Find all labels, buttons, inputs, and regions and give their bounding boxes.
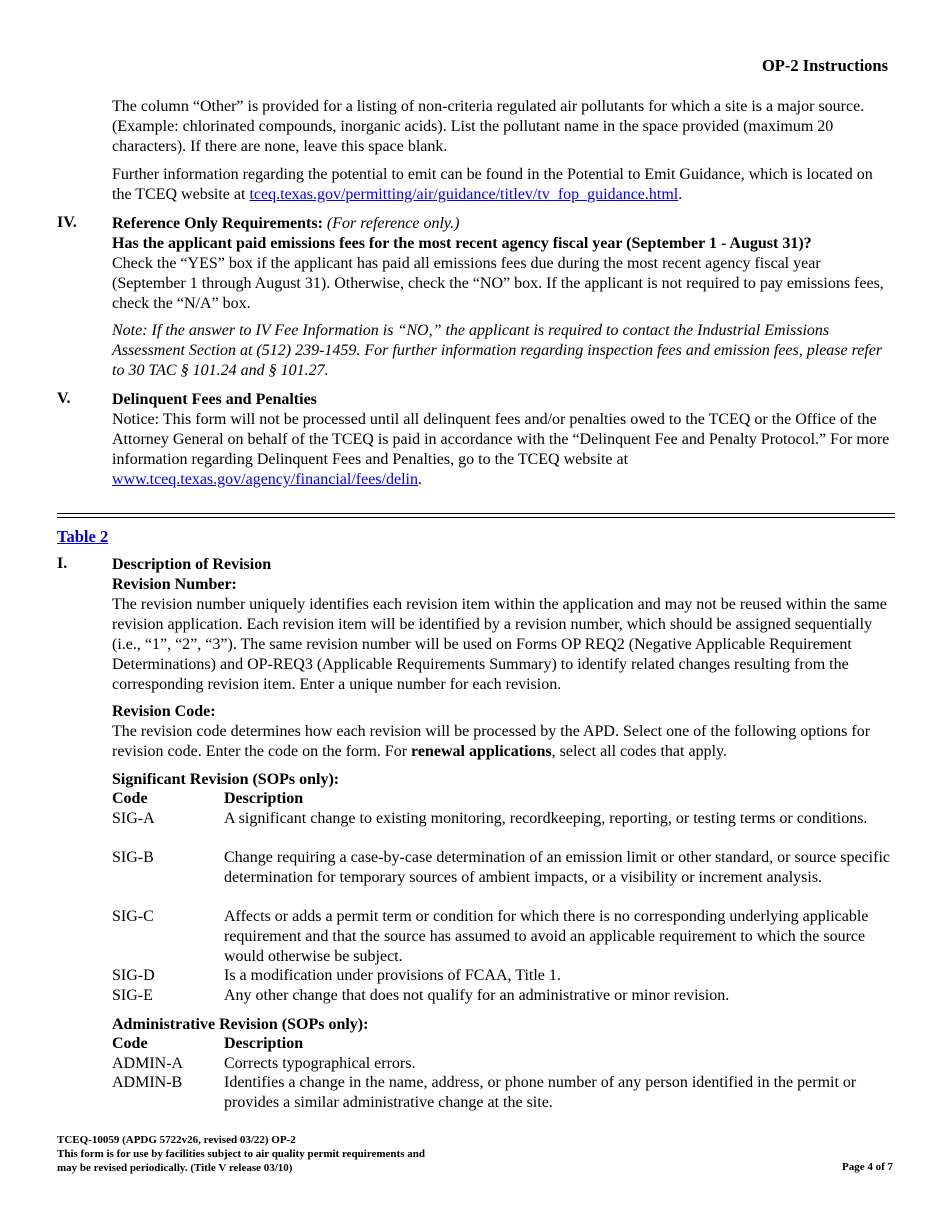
delinquent-fees-link[interactable]: www.tceq.texas.gov/agency/financial/fees/delin: [112, 471, 418, 488]
section-iv-title: Reference Only Requirements:: [112, 215, 323, 232]
page-number: Page 4 of 7: [841, 1161, 893, 1173]
section-v-body-end: .: [417, 471, 422, 488]
sig-d-description: Is a modification under provisions of FCAA, Title 1.: [224, 967, 561, 984]
revision-code-body-a: The revision code determines how each revision will be processed by the APD. Select one of the following options for revision code. Enter the code on the form. For: [112, 723, 871, 760]
admin-col-description: Description: [224, 1035, 304, 1052]
admin-b-description: Identifies a change in the name, address, or phone number of any person identified in the permit or provides a similar administrative change at the site.: [224, 1074, 857, 1111]
sig-b-code: SIG-B: [112, 849, 154, 866]
section-iv-note: Note: If the answer to IV Fee Information is “NO,” the applicant is required to contact the Industrial Emissions Assessment Section at (512) 239-1459. For further information regarding inspection fees and emission fees, please refer to 30 TAC § 101.24 and § 101.27.: [112, 322, 883, 379]
table2-section-i: [112, 555, 895, 695]
description-of-revision-title: Description of Revision: [112, 556, 272, 573]
sig-e-description: Any other change that does not qualify for an administrative or minor revision.: [224, 987, 730, 1004]
sig-e-code: SIG-E: [112, 987, 153, 1004]
table2-section-i-number: I.: [57, 555, 68, 572]
significant-col-description: Description: [224, 790, 304, 807]
revision-number-heading: Revision Number:: [112, 576, 237, 593]
revision-code-body: [112, 722, 895, 762]
section-iv-title-note: (For reference only.): [322, 215, 460, 232]
sig-c-code: SIG-C: [112, 908, 154, 925]
footer-note-line1: This form is for use by facilities subject to air quality permit requirements and: [57, 1148, 425, 1160]
other-column-paragraph: [112, 97, 895, 157]
page-header-title: OP-2 Instructions: [761, 56, 888, 75]
ptoe-text: [112, 165, 895, 205]
divider-top-line: [57, 513, 895, 514]
section-iv-number: IV.: [57, 214, 77, 231]
revision-code-heading: Revision Code:: [112, 703, 216, 720]
administrative-revision-heading: Administrative Revision (SOPs only):: [112, 1016, 369, 1033]
page-footer: [57, 1133, 425, 1175]
sig-b-description: Change requiring a case-by-case determination of an emission limit or other standard, or source specific determination for temporary sources of ambient impacts, or a visibility or increment analysis.: [224, 849, 890, 886]
section-iv-body: Check the “YES” box if the applicant has paid all emissions fees due during the most recent agency fiscal year (September 1 through August 31). Otherwise, check the “NO” box. If the applicant is not required to pay emissions fees, check the “N/A” box.: [112, 255, 884, 312]
significant-col-code: Code: [112, 790, 148, 807]
divider-bottom-line: [57, 517, 895, 518]
table-2-link[interactable]: Table 2: [57, 527, 109, 546]
section-v-body: [112, 410, 895, 490]
section-iv-question: Has the applicant paid emissions fees for the most recent agency fiscal year (September 1 - August 31)?: [112, 235, 812, 252]
ptoe-text-body: Further information regarding the potential to emit can be found in the Potential to Emit Guidance, which is located on the TCEQ website at: [112, 166, 873, 203]
admin-a-code: ADMIN-A: [112, 1055, 184, 1072]
admin-b-code: ADMIN-B: [112, 1074, 183, 1091]
section-iv: [112, 214, 895, 314]
sig-a-code: SIG-A: [112, 810, 155, 827]
significant-revision-heading: Significant Revision (SOPs only):: [112, 771, 340, 788]
ptoe-guidance-link[interactable]: tceq.texas.gov/permitting/air/guidance/titlev/tv_fop_guidance.html: [249, 186, 679, 203]
sig-d-code: SIG-D: [112, 967, 155, 984]
sig-a-description: A significant change to existing monitoring, recordkeeping, reporting, or testing terms or conditions.: [224, 810, 868, 827]
footer-form-id: TCEQ-10059 (APDG 5722v26, revised 03/22) OP-2: [57, 1134, 296, 1146]
revision-code-body-b: , select all codes that apply.: [551, 743, 727, 760]
revision-code-block: [112, 702, 895, 762]
ptoe-paragraph: [112, 165, 895, 205]
section-iv-heading: [112, 214, 895, 234]
other-column-text: The column “Other” is provided for a listing of non-criteria regulated air pollutants for which a site is a major source. (Example: chlorinated compounds, inorganic acids). List the pollutant name in the space provided (maximum 20 characters). If there are none, leave this space blank.: [112, 98, 865, 155]
ptoe-text-end: .: [678, 186, 683, 203]
section-v-number: V.: [57, 390, 71, 407]
footer-note-line2: may be revised periodically. (Title V release 03/10): [57, 1162, 293, 1174]
admin-a-description: Corrects typographical errors.: [224, 1055, 416, 1072]
admin-col-code: Code: [112, 1035, 148, 1052]
revision-number-body: The revision number uniquely identifies each revision item within the application and may not be reused within the same revision application. Each revision item will be identified by a revision number, which should be assigned sequentially (i.e., “1”, “2”, “3”). The same revision number will be used on Forms OP REQ2 (Negative Applicable Requirement Determinations) and OP-REQ3 (Applicable Requirements Summary) to identify related changes resulting from the corresponding revision item. Enter a unique number for each revision.: [112, 596, 887, 693]
section-v-title: Delinquent Fees and Penalties: [112, 391, 317, 408]
section-v-body-text: Notice: This form will not be processed until all delinquent fees and/or penalties owed to the TCEQ or the Office of the Attorney General on behalf of the TCEQ is paid in accordance with the “Delinquent Fee and Penalty Protocol.” For more information regarding Delinquent Fees and Penalties, go to the TCEQ website at: [112, 411, 890, 468]
revision-code-body-bold: renewal applications: [411, 743, 552, 760]
sig-c-description: Affects or adds a permit term or condition for which there is no corresponding underlying applicable requirement and that the source has assumed to avoid an applicable requirement to which the source would otherwise be subject.: [224, 908, 869, 965]
section-v: [112, 390, 895, 490]
